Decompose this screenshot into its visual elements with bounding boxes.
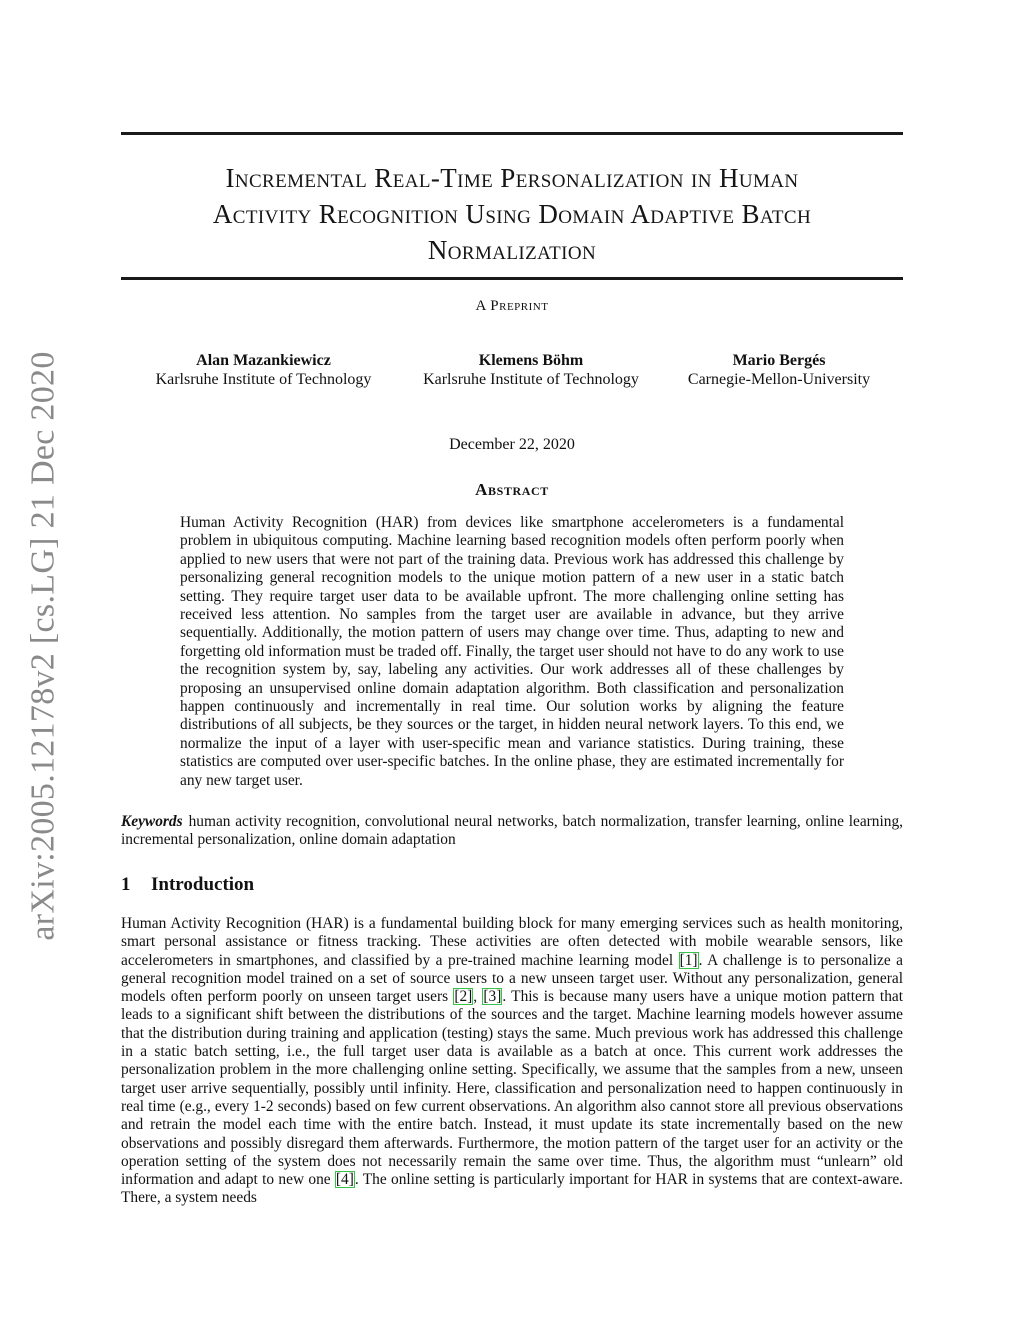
author-name: Alan Mazankiewicz <box>196 352 331 369</box>
citation-link[interactable]: [2] <box>454 988 473 1006</box>
citation-link[interactable]: [4] <box>335 1171 354 1189</box>
preprint-label: A Preprint <box>475 298 549 314</box>
author-affiliation: Karlsruhe Institute of Technology <box>155 371 372 388</box>
publication-date: December 22, 2020 <box>449 436 575 453</box>
keywords-text: human activity recognition, convolutional neural networks, batch normalization, transfer learning, online learning, incremental personalization, online domain adaptation <box>121 813 903 849</box>
intro-text-2: . A challenge is to personalize a general recognition model trained on a set of source users to a new unseen target user. Without any personalization, general models often perform poorly on unseen target users <box>121 951 903 1006</box>
title-rule-top <box>121 132 903 135</box>
keywords-block <box>121 813 903 850</box>
section-heading <box>121 874 254 896</box>
title-line-2: Activity Recognition Using Domain Adaptive Batch <box>212 199 812 229</box>
keywords-label: Keywords <box>121 813 183 830</box>
intro-text-4: . This is because many users have a unique motion pattern that leads to a significant shift between the distributions of the sources and the target. Machine learning models however assume that the distribution during training and application (testing) stays the same. Much previous work has addressed this challenge in a static batch setting, i.e., the full target user data is available as a batch at once. This current work addresses the personalization problem in the more challenging online setting. Specifically, we assume that the samples from a new, unseen target user arrive sequentially, possibly until infinity. Here, classification and personalization need to happen continuously in real time (e.g., every 1-2 seconds) based on few current observations. An algorithm also cannot store all previous observations and retrain the model each time with the entire batch. Instead, it must update its state incrementally based on the new observations and possibly disregard them afterwards. Furthermore, the motion pattern of the target user for an activity or the operation setting of the system does not necessarily remain the same over time. Thus, the algorithm must “unlearn” old information and adapt to new one <box>121 988 903 1189</box>
author-affiliation: Carnegie-Mellon-University <box>687 371 871 388</box>
title-line-3: Normalization <box>427 235 597 265</box>
section-title: Introduction <box>151 874 255 895</box>
title-line-1: Incremental Real-Time Personalization in Human <box>225 163 799 193</box>
section-number: 1 <box>121 874 131 895</box>
paper-title <box>121 160 903 268</box>
arxiv-identifier: arXiv:2005.12178v2 [cs.LG] 21 Dec 2020 <box>25 351 63 941</box>
citation-link[interactable]: [1] <box>679 951 698 969</box>
abstract-text: Human Activity Recognition (HAR) from devices like smartphone accelerometers is a fundamental problem in ubiquitous computing. Machine learning based recognition models often perform poorly when applied to new users that were not part of the training data. Previous work has addressed this challenge by personalizing general recognition models to the unique motion pattern of a new user in a static batch setting. They require target user data to be available upfront. The more challenging online setting has received less attention. No samples from the target user are available in advance, but they arrive sequentially. Additionally, the motion pattern of users may change over time. Thus, adapting to new and forgetting old information must be traded off. Finally, the target user should not have to do any work to use the recognition system by, say, labeling any activities. Our work addresses all of these challenges by proposing an unsupervised online domain adaptation algorithm. Both classification and personalization happen continuously and incrementally in real time. Our solution works by aligning the feature distributions of all subjects, be they sources or the target, in hidden neural network layers. To this end, we normalize the input of a layer with user-specific mean and variance statistics. During training, these statistics are computed over user-specific batches. In the online phase, they are estimated incrementally for any new target user. <box>180 514 844 789</box>
title-rule-bottom <box>121 277 903 280</box>
author-affiliation: Karlsruhe Institute of Technology <box>423 371 639 388</box>
intro-text-1: Human Activity Recognition (HAR) is a fundamental building block for many emerging services such as health monitoring, smart personal assistance or fitness tracking. These activities are often detected with mobile wearable sensors, like accelerometers in smartphones, and classified by a pre-trained machine learning model <box>121 915 903 969</box>
author-block-3 <box>668 351 890 389</box>
author-block-1 <box>141 351 386 389</box>
intro-text-3: , <box>473 988 483 1006</box>
citation-link[interactable]: [3] <box>483 988 502 1006</box>
intro-paragraph <box>121 915 903 1208</box>
author-name: Mario Bergés <box>732 352 826 369</box>
abstract-heading: Abstract <box>475 480 549 499</box>
arxiv-stamp <box>24 352 64 940</box>
intro-text-5: . The online setting is particularly important for HAR in systems that are context-aware. There, a system needs <box>121 1171 903 1207</box>
author-name: Klemens Böhm <box>478 352 584 369</box>
author-block-2 <box>405 351 657 389</box>
